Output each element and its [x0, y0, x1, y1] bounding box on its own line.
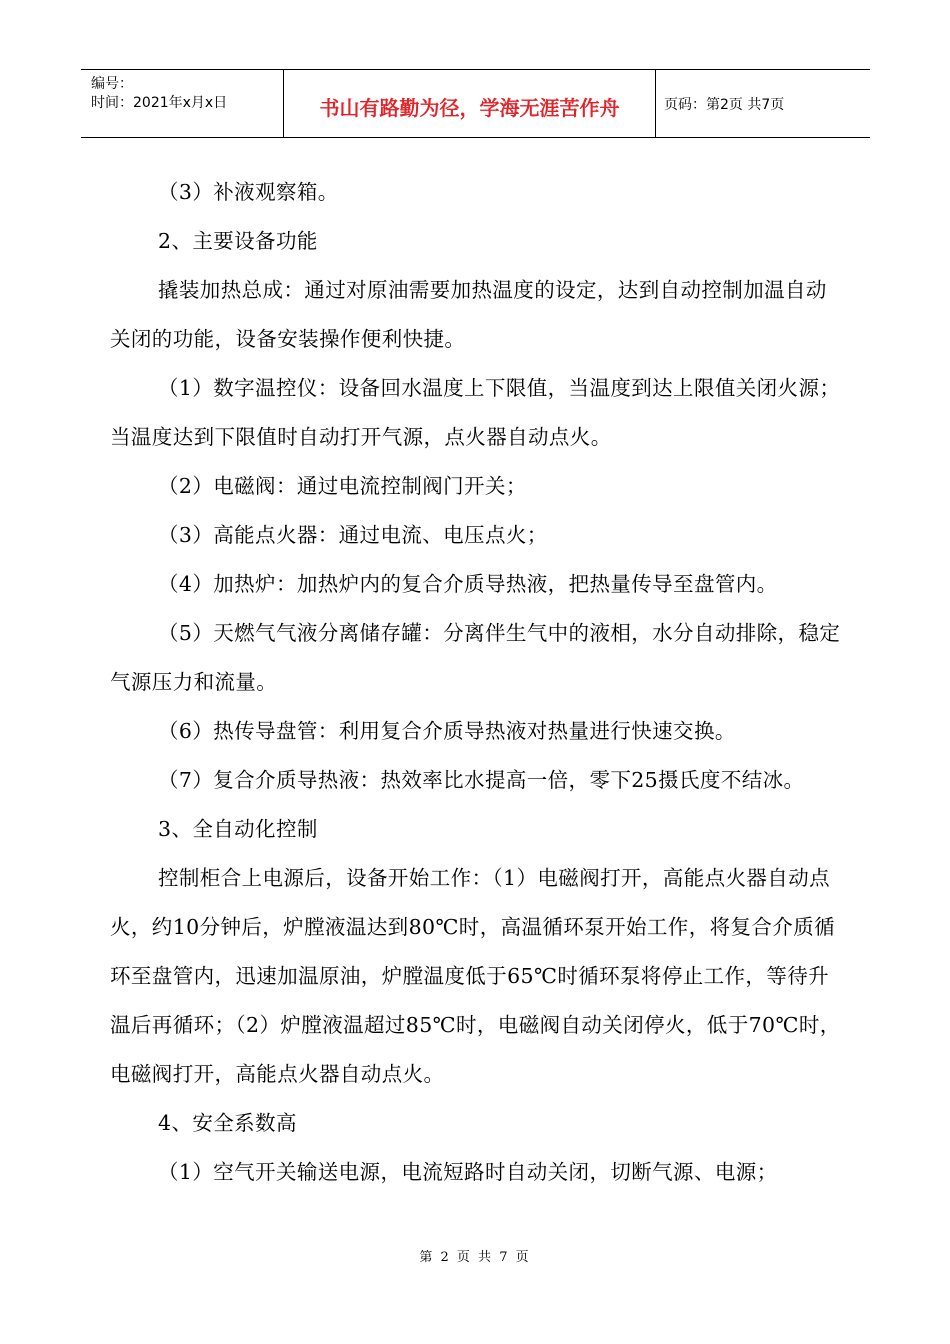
paragraph-igniter: （3）高能点火器：通过电流、电压点火；: [158, 523, 548, 547]
paragraph-furnace: （4）加热炉：加热炉内的复合介质导热液，把热量传导至盘管内。: [158, 572, 778, 596]
header-info-cell: [81, 70, 284, 137]
section-heading-automation: 3、全自动化控制: [158, 817, 318, 841]
paragraph-coil: （6）热传导盘管：利用复合介质导热液对热量进行快速交换。: [158, 719, 736, 743]
header-motto: 书山有路勤为径，学海无涯苦作舟: [319, 96, 620, 120]
document-body: [110, 168, 846, 1197]
page-header: [81, 69, 870, 138]
header-page-label: 页码：第2页 共7页: [664, 97, 785, 113]
paragraph-skid-heater: 撬装加热总成：通过对原油需要加热温度的设定，达到自动控制加温自动关闭的功能，设备安装操作便利快捷。: [110, 278, 827, 351]
paragraph-air-switch: （1）空气开关输送电源，电流短路时自动关闭，切断气源、电源；: [158, 1160, 778, 1184]
header-page-cell: [656, 70, 870, 137]
paragraph-solenoid-valve: （2）电磁阀：通过电流控制阀门开关；: [158, 474, 527, 498]
section-heading-equipment-functions: 2、主要设备功能: [158, 229, 318, 253]
paragraph-refill-box: （3）补液观察箱。: [158, 180, 339, 204]
paragraph-heat-transfer-fluid: （7）复合介质导热液：热效率比水提高一倍，零下25摄氏度不结冰。: [158, 768, 805, 792]
paragraph-temperature-controller: （1）数字温控仪：设备回水温度上下限值，当温度到达上限值关闭火源；当温度达到下限值时自动打开气源，点火器自动点火。: [110, 376, 841, 449]
section-heading-safety: 4、安全系数高: [158, 1111, 297, 1135]
page-footer: 第 2 页 共 7 页: [419, 1250, 531, 1265]
paragraph-control-cabinet: 控制柜合上电源后，设备开始工作：（1）电磁阀打开，高能点火器自动点火，约10分钟后，炉膛液温达到80℃时，高温循环泵开始工作，将复合介质循环至盘管内，迅速加温原油，炉膛温度低于65℃时循环泵将停止工作，等待升温后再循环；（2）炉膛液温超过85℃时，电磁阀自动关闭停火，低于70℃时，电磁阀打开，高能点火器自动点火。: [110, 866, 841, 1086]
header-motto-cell: [284, 70, 656, 137]
document-time-label: 时间：2021年x月x日: [91, 95, 228, 111]
paragraph-separator-tank: （5）天燃气气液分离储存罐：分离伴生气中的液相，水分自动排除，稳定气源压力和流量。: [110, 621, 841, 694]
document-number-label: 编号：: [91, 76, 133, 92]
